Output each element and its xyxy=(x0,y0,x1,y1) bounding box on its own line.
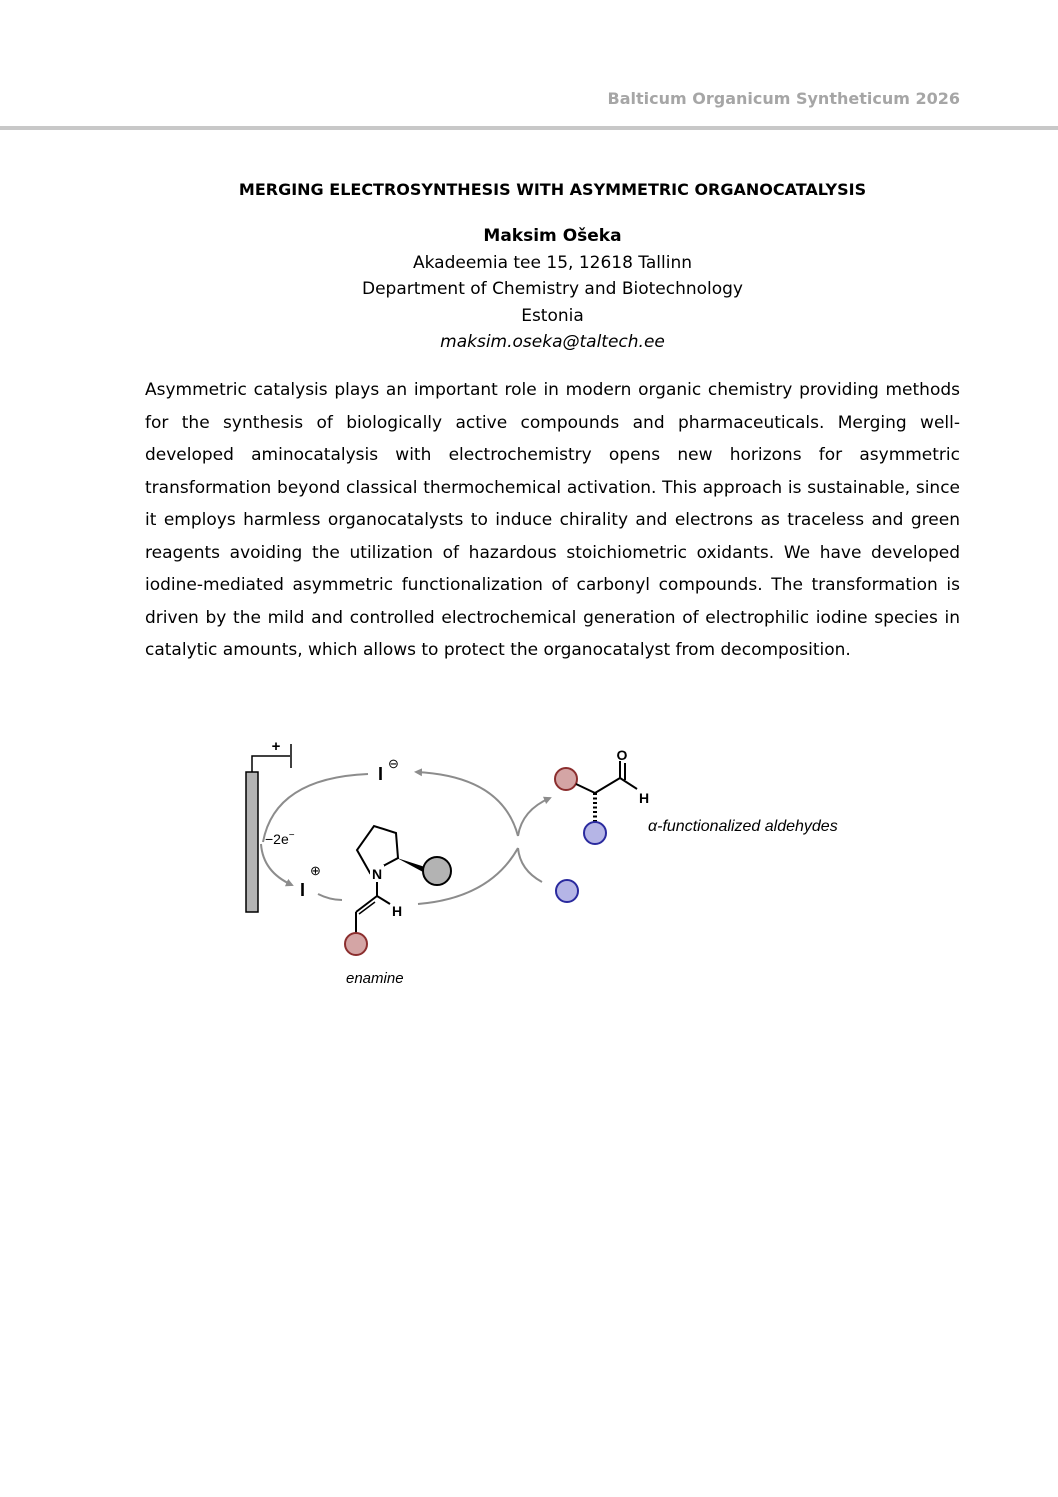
nucleophile-arc xyxy=(518,848,542,882)
product-cho-bond xyxy=(620,778,637,789)
product-red-group xyxy=(555,768,577,790)
product-bond-1 xyxy=(576,784,595,793)
author-address: Akadeemia tee 15, 12618 Tallinn xyxy=(412,252,693,273)
conference-header: Balticum Organicum Syntheticum 2026 xyxy=(607,89,960,108)
aldehyde-h-label: H xyxy=(639,790,650,806)
incoming-blue-group xyxy=(556,880,578,902)
enamine-double-bond xyxy=(356,896,377,912)
cycle-arc-to-iodide xyxy=(416,772,518,836)
oxygen-label: O xyxy=(616,747,628,763)
catalyst-substituent xyxy=(423,857,451,885)
enamine-h-label: H xyxy=(392,903,403,919)
nitrogen-label: N xyxy=(371,866,383,882)
author-name: Maksim Ošeka xyxy=(483,226,622,246)
abstract-text: Asymmetric catalysis plays an important role in modern organic chemistry providing methods for the synthesis of biologically active compounds and pharmaceuticals. Merging well-developed aminocatalysis with electrochemistry opens new horizons for asymmetric transformation beyond classical thermochemical activation. This approach is sustainable, since it employs harmless organocatalysts to induce chirality and electrons as traceless and green reagents avoiding the utilization of hazardous stoichiometric oxidants. We have developed iodine-mediated asymmetric functionalization of carbonyl compounds. The transformation is driven by the mild and controlled electrochemical generation of electrophilic iodine species in catalytic amounts, which allows to protect the organocatalyst from decomposition. xyxy=(145,380,960,660)
iodide-label: I xyxy=(378,764,384,784)
cycle-arc-to-iodonium xyxy=(261,844,292,885)
reaction-scheme xyxy=(230,730,880,1000)
enamine-red-group xyxy=(345,933,367,955)
author-country: Estonia xyxy=(521,305,584,326)
author-block xyxy=(145,223,960,356)
electrode-wire xyxy=(252,756,290,772)
header-rule xyxy=(0,126,1058,130)
catalyst-wedge-bond xyxy=(397,858,425,872)
product-bond-2 xyxy=(595,778,620,793)
author-email: maksim.oseka@taltech.ee xyxy=(440,332,665,352)
product-arc xyxy=(518,798,550,836)
anode-electrode xyxy=(246,772,258,912)
anode-sign: + xyxy=(271,738,281,755)
product-blue-group xyxy=(584,822,606,844)
iodide-charge: ⊖ xyxy=(388,756,399,771)
paper-title: MERGING ELECTROSYNTHESIS WITH ASYMMETRIC ORGANOCATALYSIS xyxy=(238,180,867,199)
enamine-c-h-bond xyxy=(377,896,390,904)
enamine-label: enamine xyxy=(346,970,404,987)
product-label: α-functionalized aldehydes xyxy=(648,818,838,835)
iodonium-label: I xyxy=(300,880,306,900)
author-department: Department of Chemistry and Biotechnology xyxy=(362,279,743,299)
cycle-lower-arc xyxy=(318,894,342,900)
electron-transfer-label: −2e− xyxy=(265,830,295,847)
iodonium-charge: ⊕ xyxy=(310,863,321,878)
